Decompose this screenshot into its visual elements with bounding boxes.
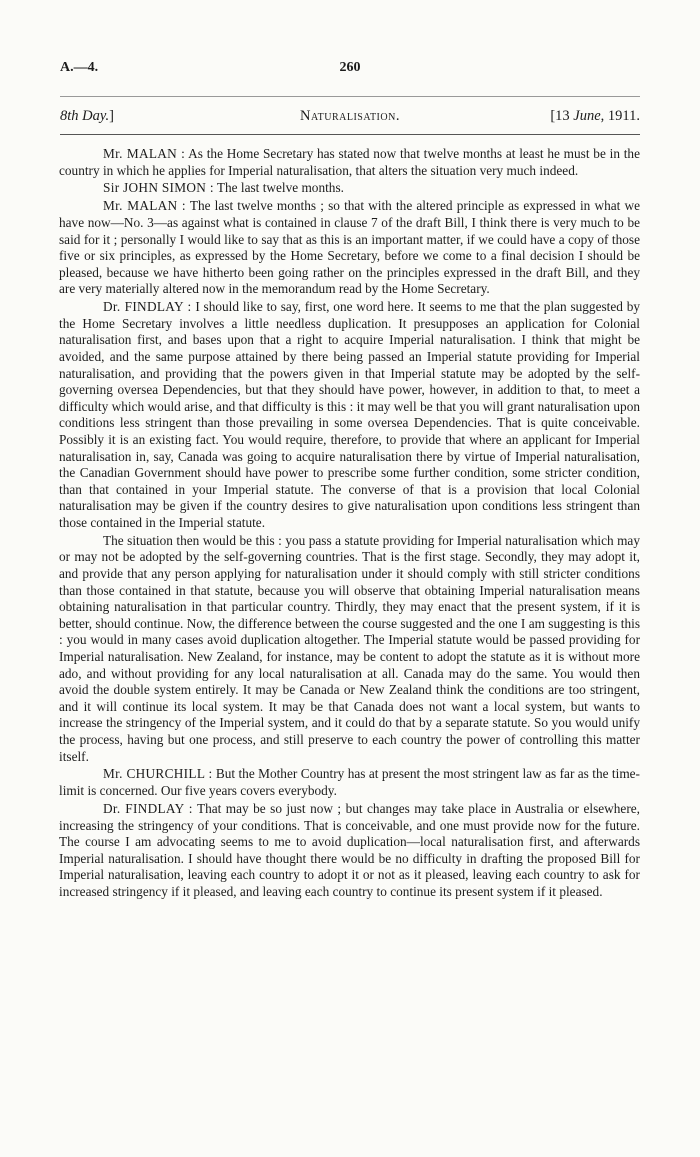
speech-text: I should like to say, first, one word here. It seems to me that the plan suggested by the Home Secretary involves a little needless duplication. It presupposes an application for Colonial naturalisation first, and bases upon that a right to acquire Imperial naturalisation. I think that might be avoided, and the same purpose attained by there being passed an Imperial statute providing for Imperial naturalisation, and providing that the powers given in that Imperial statute may be adopted by the self-governing oversea Dependencies, but that they should have power, however, in addition to that, to meet a difficulty which would arise, and that difficulty is this : it may well be that you will grant naturalisation upon conditions less stringent than those prevailing in some oversea Dependencies. That is quite conceivable. Possibly it is an existing fact. You would require, therefore, to provide that where an applicant for Imperial naturalisation in, say, Canada was going to acquire naturalisation there by virtue of Imperial naturalisation, the Canadian Government should have power to prescribe some further condition, some stricter condition, than that contained in your Imperial statute. The converse of that is a provision that local Colonial naturalisation may be given if the country desires to give naturalisation upon conditions less stringent than those contained in the Imperial statute.	[59, 299, 641, 530]
speaker-name: Mr. MALAN :	[103, 198, 186, 214]
speaker-name: Dr. FINDLAY :	[103, 800, 193, 816]
speech-text: The situation then would be this : you pass a statute providing for Imperial naturalisation which may or may not be adopted by the self-governing countries. That is the first stage. Secondly, they may adopt it, and provide that any person applying for naturalisation under it should comply with still stricter conditions than those contained in that statute, because you will observe that obtaining Imperial naturalisation means obtaining naturalisation in that particular country. Thirdly, they may enact that the present system, if it is better, should continue. Now, the difference between the course suggested and the one I am suggesting is this : you would in many cases avoid duplication altogether. The Imperial statute would be passed providing for Imperial naturalisation. New Zealand, for instance, may be content to adopt the statute as it is without more ado, and without providing for any local naturalisation at all. Canada may do the same. You would then avoid the double system entirely. It may be Canada or New Zealand think the conditions are too stringent, and it will continue its local system. It may be that Canada does not want a local system, but wants to increase the stringency of the Imperial system, and it could do that by a separate statute. So you would unify the process, having but one process, and still preserve to each country the power of controlling this matter itself.	[59, 532, 640, 764]
speech-paragraph	[59, 299, 640, 531]
running-header	[60, 108, 640, 128]
transcript-body	[59, 146, 640, 902]
speech-paragraph	[59, 801, 640, 901]
page-top-line	[60, 60, 640, 80]
speech-paragraph	[59, 766, 640, 799]
speech-paragraph	[59, 533, 640, 765]
header-bottom-rule	[60, 134, 640, 135]
day-label: 8th Day.]	[60, 108, 114, 124]
paper-reference: A.—4.	[60, 60, 99, 75]
speech-text: That may be so just now ; but changes may take place in Australia or elsewhere, increasing the stringency of your conditions. That is conceivable, and one must provide now for the future. The course I am advocating seems to me to avoid duplication—local naturalisation first, and afterwards Imperial naturalisation. I should have thought there would be no difficulty in drafting the proposed Bill for Imperial naturalisation, leaving each country to adopt it or not as it pleased, leaving each country to ask for increased stringency if it pleased, and leaving each country to continue its present system if it pleased.	[59, 800, 640, 899]
speaker-name: Sir JOHN SIMON :	[103, 180, 214, 196]
speech-text: The last twelve months.	[213, 180, 344, 196]
speaker-name: Mr. CHURCHILL :	[103, 766, 213, 782]
speech-paragraph	[59, 146, 640, 179]
speech-text: The last twelve months ; so that with the altered principle as expressed in what we have now—No. 3—as against what is contained in clause 7 of the draft Bill, I think there is very much to be said for it ; personally I would like to say that as this is an important matter, if we could have a copy of those five or six principles, as expressed by the Home Secretary, before we come to a final decision I should be pleased, because we have hitherto been going rather on the principles expressed in the draft Bill, and they are very materially altered now in the memorandum read by the Home Secretary.	[59, 198, 640, 297]
page-number: 260	[339, 60, 361, 75]
speech-text: But the Mother Country has at present the most stringent law as far as the time-limit is concerned. Our five years covers everybody.	[59, 766, 640, 799]
header-top-rule	[60, 96, 640, 97]
speaker-name: Dr. FINDLAY :	[103, 299, 192, 315]
speech-paragraph	[59, 180, 640, 197]
speaker-name: Mr. MALAN :	[103, 146, 186, 161]
speech-text: As the Home Secretary has stated now that twelve months at least he must be in the country in which he applies for Imperial naturalisation, that alters the situation very much indeed.	[59, 146, 640, 178]
session-date: [13 June, 1911.	[550, 108, 640, 124]
speech-paragraph	[59, 198, 640, 298]
section-title: Naturalisation.	[300, 108, 400, 124]
